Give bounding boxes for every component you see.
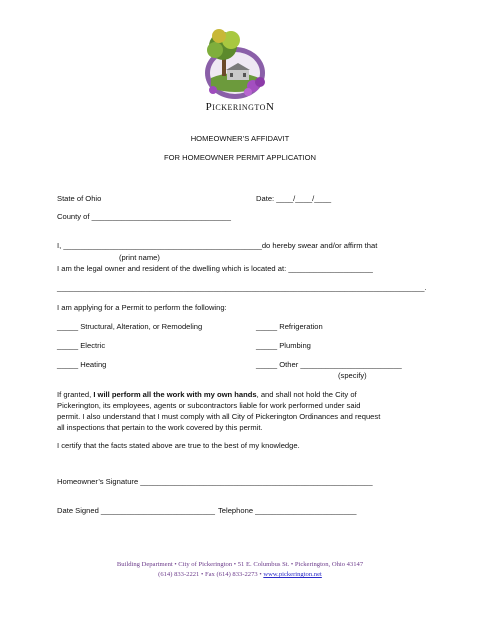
date-field[interactable]: Date: ____/____/____ (256, 194, 332, 203)
dwelling-address-field[interactable]: I am the legal owner and resident of the dwelling which is located at: ____________________ (57, 264, 373, 273)
city-name (0, 101, 480, 113)
county-field[interactable]: County of _________________________________ (57, 212, 231, 221)
print-name-caption: (print name) (119, 253, 160, 262)
certify-statement: I certify that the facts stated above are true to the best of my knowledge. (57, 441, 300, 450)
website-link[interactable]: www.pickerington.net (263, 571, 322, 578)
granted-paragraph-line3: permit. I also understand that I must comply with all City of Pickerington Ordinances and request (57, 412, 381, 421)
granted-paragraph-line4: all inspections that pertain to the work covered by this permit. (57, 423, 263, 432)
affidavit-subtitle: FOR HOMEOWNER PERMIT APPLICATION (163, 153, 317, 162)
permit-intro: I am applying for a Permit to perform the following: (57, 303, 227, 312)
option-other[interactable]: _____ Other ________________________ (256, 360, 402, 369)
city-name-final: N (265, 101, 275, 113)
option-refrigeration[interactable]: _____ Refrigeration (256, 322, 323, 331)
address-continuation-field[interactable]: _______________________________________________________________________________________. (57, 283, 427, 292)
granted-text-bold: I will perform all the work with my own hands (93, 390, 257, 399)
print-name-field[interactable]: I, _______________________________________________do hereby swear and/or affirm that (57, 241, 378, 250)
footer-phones: (614) 833-2221 • Fax (614) 833-2273 • (158, 571, 264, 578)
option-heating[interactable]: _____ Heating (57, 360, 107, 369)
granted-text-a: If granted, (57, 390, 94, 399)
granted-paragraph-line2: Pickerington, its employees, agents or subcontractors liable for work performed under said (57, 401, 361, 410)
granted-text-c: , and shall not hold the City of (256, 390, 357, 399)
affidavit-title: HOMEOWNER’S AFFIDAVIT (190, 134, 290, 143)
option-structural[interactable]: _____ Structural, Alteration, or Remodeling (57, 322, 203, 331)
footer-contact (0, 571, 480, 578)
specify-caption: (specify) (338, 371, 367, 380)
telephone-field[interactable]: Telephone ________________________ (218, 506, 357, 515)
option-plumbing[interactable]: _____ Plumbing (256, 341, 311, 350)
option-electric[interactable]: _____ Electric (57, 341, 106, 350)
homeowner-signature-field[interactable]: Homeowner’s Signature _______________________________________________________ (57, 477, 373, 486)
city-logo (193, 18, 277, 104)
footer-address: Building Department • City of Pickerington • 51 E. Columbus St. • Pickerington, Ohio 43147 (116, 561, 364, 568)
state-label: State of Ohio (57, 194, 102, 203)
city-name-initial: P (205, 101, 213, 113)
granted-paragraph-line1 (57, 390, 357, 400)
date-signed-field[interactable]: Date Signed ___________________________ (57, 506, 215, 515)
city-name-middle: ICKERINGTO (212, 103, 266, 112)
